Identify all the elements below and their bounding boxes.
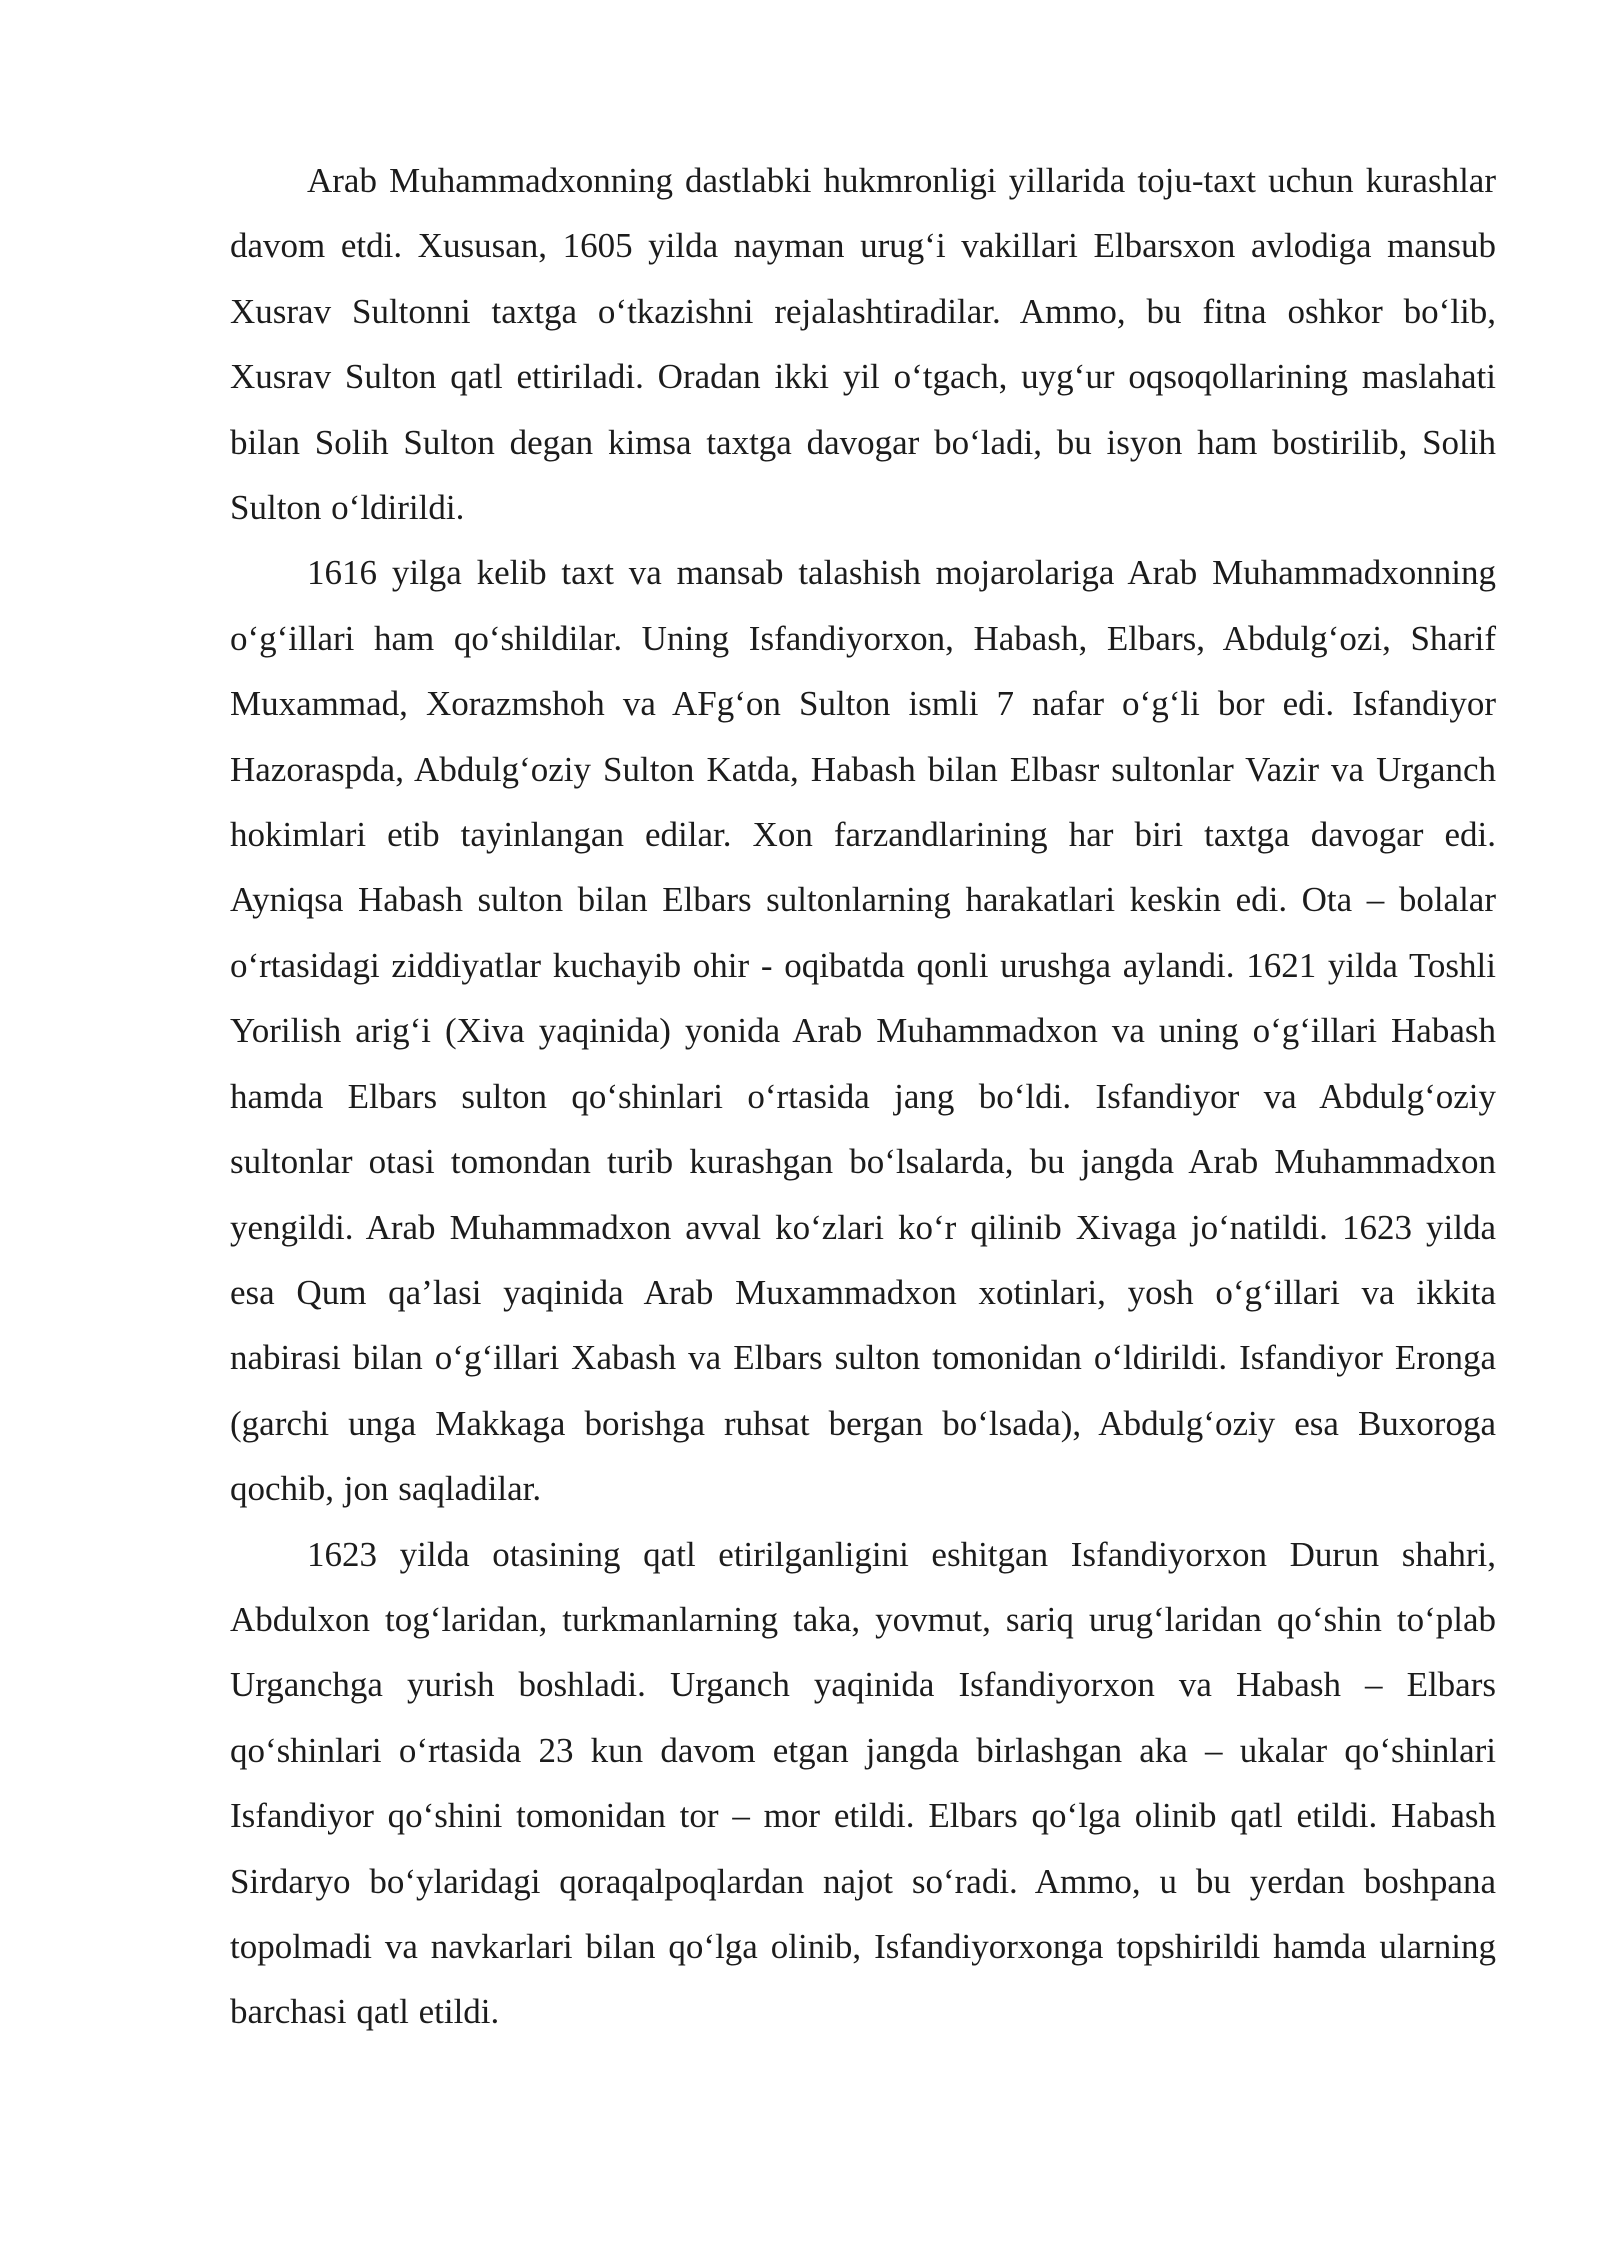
paragraph-isfandiyorxon-campaign: 1623 yilda otasining qatl etirilganligini eshitgan Isfandiyorxon Durun shahri, Abdulxon tog‘laridan, turkmanlarning taka, yovmut, sariq urug‘laridan qo‘shin to‘plab Urganchga yurish boshladi. Urganch yaqinida Isfandiyorxon va Habash – Elbars qo‘shinlari o‘rtasida 23 kun davom etgan jangda birlashgan aka – ukalar qo‘shinlari Isfandiyor qo‘shini tomonidan tor – mor etildi. Elbars qo‘lga olinib qatl etildi. Habash Sirdaryo bo‘ylaridagi qoraqalpoqlardan najot so‘radi. Ammo, u bu yerdan boshpana topolmadi va navkarlari bilan qo‘lga olinib, Isfandiyorxonga topshirildi hamda ularning barchasi qatl etildi. bbox=[230, 1534, 1496, 2032]
document-body bbox=[230, 148, 1496, 2045]
paragraph-arab-muhammadxon-early-rule: Arab Muhammadxonning dastlabki hukmronligi yillarida toju-taxt uchun kurashlar davom etdi. Xususan, 1605 yilda nayman urug‘i vakillari Elbarsxon avlodiga mansub Xusrav Sultonni taxtga o‘tkazishni rejalashtiradilar. Ammo, bu fitna oshkor bo‘lib, Xusrav Sulton qatl ettiriladi. Oradan ikki yil o‘tgach, uyg‘ur oqsoqollarining maslahati bilan Solih Sulton degan kimsa taxtga davogar bo‘ladi, bu isyon ham bostirilib, Solih Sulton o‘ldirildi. bbox=[230, 161, 1496, 528]
paragraph-sons-conflict: 1616 yilga kelib taxt va mansab talashish mojarolariga Arab Muhammadxonning o‘g‘illari ham qo‘shildilar. Uning Isfandiyorxon, Habash, Elbars, Abdulg‘ozi, Sharif Muxammad, Xorazmshoh va AFg‘on Sulton ismli 7 nafar o‘g‘li bor edi. Isfandiyor Hazoraspda, Abdulg‘oziy Sulton Katda, Habash bilan Elbasr sultonlar Vazir va Urganch hokimlari etib tayinlangan edilar. Xon farzandlarining har biri taxtga davogar edi. Ayniqsa Habash sulton bilan Elbars sultonlarning harakatlari keskin edi. Ota – bolalar o‘rtasidagi ziddiyatlar kuchayib ohir - oqibatda qonli urushga aylandi. 1621 yilda Toshli Yorilish arig‘i (Xiva yaqinida) yonida Arab Muhammadxon va uning o‘g‘illari Habash hamda Elbars sulton qo‘shinlari o‘rtasida jang bo‘ldi. Isfandiyor va Abdulg‘oziy sultonlar otasi tomondan turib kurashgan bo‘lsalarda, bu jangda Arab Muhammadxon yengildi. Arab Muhammadxon avval ko‘zlari ko‘r qilinib Xivaga jo‘natildi. 1623 yilda esa Qum qa’lasi yaqinida Arab Muxammadxon xotinlari, yosh o‘g‘illari va ikkita nabirasi bilan o‘g‘illari Xabash va Elbars sulton tomonidan o‘ldirildi. Isfandiyor Eronga (garchi unga Makkaga borishga ruhsat bergan bo‘lsada), Abdulg‘oziy esa Buxoroga qochib, jon saqladilar. bbox=[230, 553, 1496, 1509]
